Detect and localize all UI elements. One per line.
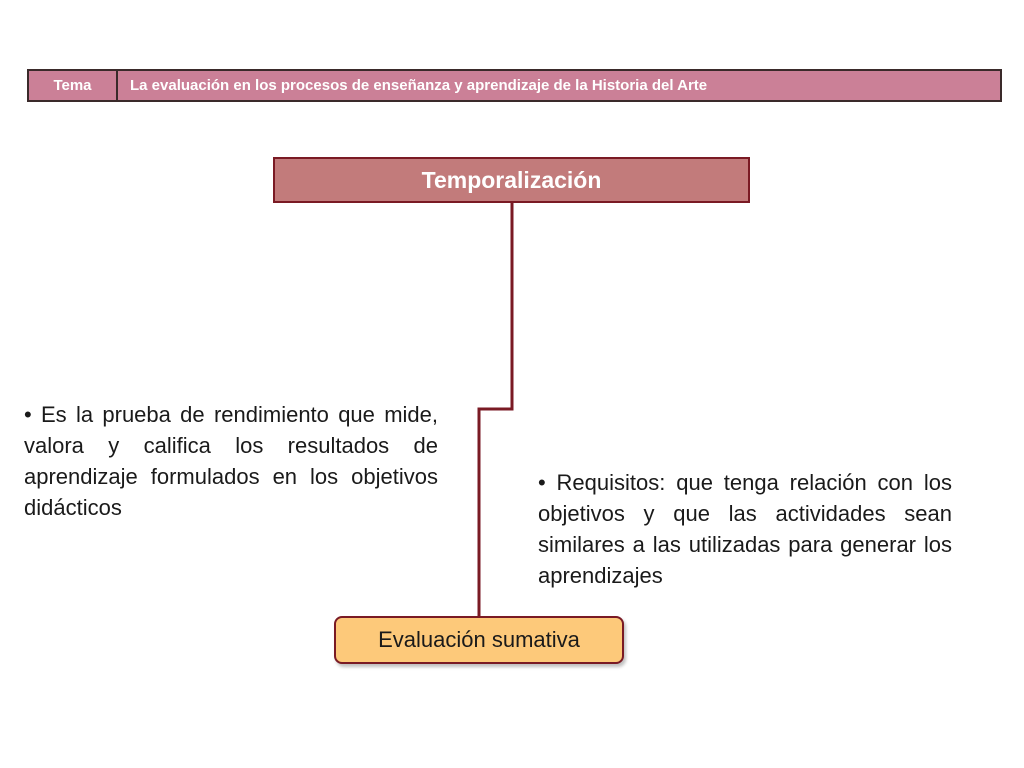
evaluacion-sumativa-node: Evaluación sumativa bbox=[334, 616, 624, 664]
topic-title: La evaluación en los procesos de enseñanza y aprendizaje de la Historia del Arte bbox=[130, 77, 708, 94]
requirements-bullet: • Requisitos: que tenga relación con los objetivos y que las actividades sean similares a las utilizadas para generar los aprendizajes bbox=[538, 470, 952, 588]
definition-bullet: • Es la prueba de rendimiento que mide, valora y califica los resultados de aprendizaje formulados en los objetivos didácticos bbox=[24, 402, 438, 520]
topic-label: Tema bbox=[29, 71, 118, 100]
temporalizacion-node: Temporalización bbox=[273, 157, 750, 203]
